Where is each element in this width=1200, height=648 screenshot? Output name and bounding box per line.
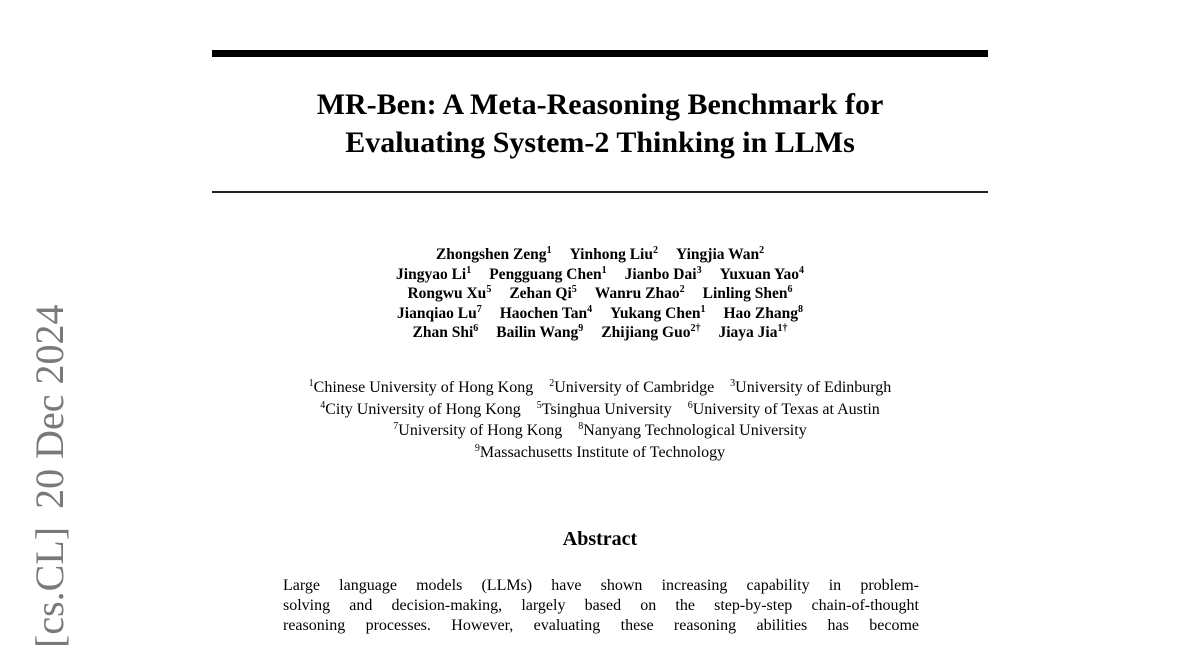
title-line-2: Evaluating System-2 Thinking in LLMs [345,126,855,159]
author-affiliation-mark: 2 [679,284,685,295]
affiliation [688,399,880,421]
author-row [212,265,988,285]
author-name: Jingyao Li [396,265,467,283]
affiliation-number: 8 [578,421,584,432]
author-affiliation-mark: 1 [700,303,706,315]
arxiv-category: [cs.CL] [27,526,72,648]
author-name: Yingjia Wan [676,246,760,263]
author-name: Yukang Chen [610,304,701,322]
author-name: Jianqiao Lu [397,304,477,322]
author-name: Yinhong Liu [569,246,653,263]
author-affiliation-mark: 5 [571,284,577,295]
author-list [212,245,988,343]
affiliation-number: 5 [536,399,542,411]
author-affiliation-mark: 1 [466,264,472,276]
author [625,265,702,285]
author-affiliation-mark: 6 [473,323,479,334]
author-name: Pengguang Chen [489,265,602,283]
author-name: Zehan Qi [509,285,572,302]
affiliation-number: 1 [308,378,314,389]
author [407,284,491,304]
author [676,245,764,265]
author [723,304,803,324]
author [570,245,658,265]
affiliation [537,399,672,421]
affiliation-name: Chinese University of Hong Kong [313,379,534,396]
affiliation [309,377,534,399]
author [610,304,705,324]
affiliation-number: 3 [730,378,736,389]
author-name: Jiaya Jia [718,324,778,341]
author-name: Jianbo Dai [624,265,697,283]
author-row [212,304,988,324]
author-row [212,323,988,343]
author-name: Hao Zhang [723,304,798,322]
author-name: Linling Shen [702,285,788,302]
paper-title [212,86,988,162]
author-row [212,245,988,265]
abstract-body [283,576,919,636]
title-bottom-rule [212,191,988,193]
affiliation-row [212,420,988,442]
author-affiliation-mark: 6 [787,284,793,295]
affiliation-list [212,377,988,463]
affiliation-name: Nanyang Technological University [583,422,807,439]
author-name: Rongwu Xu [407,285,487,302]
author [396,265,471,285]
arxiv-date: 20 Dec 2024 [27,304,72,509]
affiliation-number: 9 [474,442,480,454]
author [496,323,583,343]
author-affiliation-mark: 1† [777,323,788,334]
affiliation-row [212,399,988,421]
affiliation-row [212,442,988,464]
affiliation-number: 6 [687,399,693,411]
affiliation [578,420,806,442]
affiliation-name: Massachusetts Institute of Technology [479,443,726,461]
author-affiliation-mark: 1 [601,264,607,276]
affiliation-number: 7 [393,421,399,432]
author [595,284,685,304]
author-affiliation-mark: 5 [486,284,492,295]
affiliation-number: 2 [549,378,555,389]
author [720,265,804,285]
abstract-heading: Abstract [562,528,638,550]
abstract-line: reasoning processes. However, evaluating these reasoning abilities has become [283,617,919,634]
author [413,323,479,343]
author [509,284,576,304]
author-affiliation-mark: 9 [578,323,584,334]
affiliation-number: 4 [320,399,326,411]
affiliation-name: University of Texas at Austin [692,400,880,418]
affiliation [393,420,562,442]
author-affiliation-mark: 3 [696,264,702,276]
author-name: Bailin Wang [496,324,579,341]
abstract-line: solving and decision-making, largely based on the step-by-step chain-of-thought [283,597,919,614]
affiliation-row [212,377,988,399]
affiliation-name: Tsinghua University [541,400,672,418]
affiliation-name: City University of Hong Kong [325,400,521,418]
abstract-line: Large language models (LLMs) have shown increasing capability in problem- [283,577,919,594]
author [703,284,793,304]
affiliation [549,377,714,399]
author-name: Zhan Shi [412,324,474,341]
author-affiliation-mark: 4 [798,264,804,276]
author [601,323,700,343]
author-name: Zhongshen Zeng [435,246,547,263]
affiliation-name: University of Hong Kong [398,422,563,439]
author-affiliation-mark: 7 [476,303,482,315]
affiliation-name: University of Cambridge [554,379,715,396]
affiliation-name: University of Edinburgh [735,379,892,396]
author-affiliation-mark: 4 [587,303,593,315]
author [500,304,592,324]
author-name: Zhijiang Guo [601,324,691,341]
author-row [212,284,988,304]
author-affiliation-mark: 2 [653,245,658,256]
title-top-rule [212,50,988,57]
author-name: Wanru Zhao [594,285,680,302]
author-affiliation-mark: 2† [690,323,701,334]
author-affiliation-mark: 2 [759,245,765,256]
arxiv-stamp [28,288,72,648]
affiliation [730,377,891,399]
affiliation [475,442,725,464]
author-name: Haochen Tan [499,304,588,322]
affiliation [320,399,521,421]
author [397,304,482,324]
author [718,323,787,343]
author [436,245,552,265]
author-name: Yuxuan Yao [719,265,799,283]
title-line-1: MR-Ben: A Meta-Reasoning Benchmark for [316,88,884,121]
author-affiliation-mark: 8 [797,303,803,315]
author [489,265,606,285]
author-affiliation-mark: 1 [546,245,552,256]
